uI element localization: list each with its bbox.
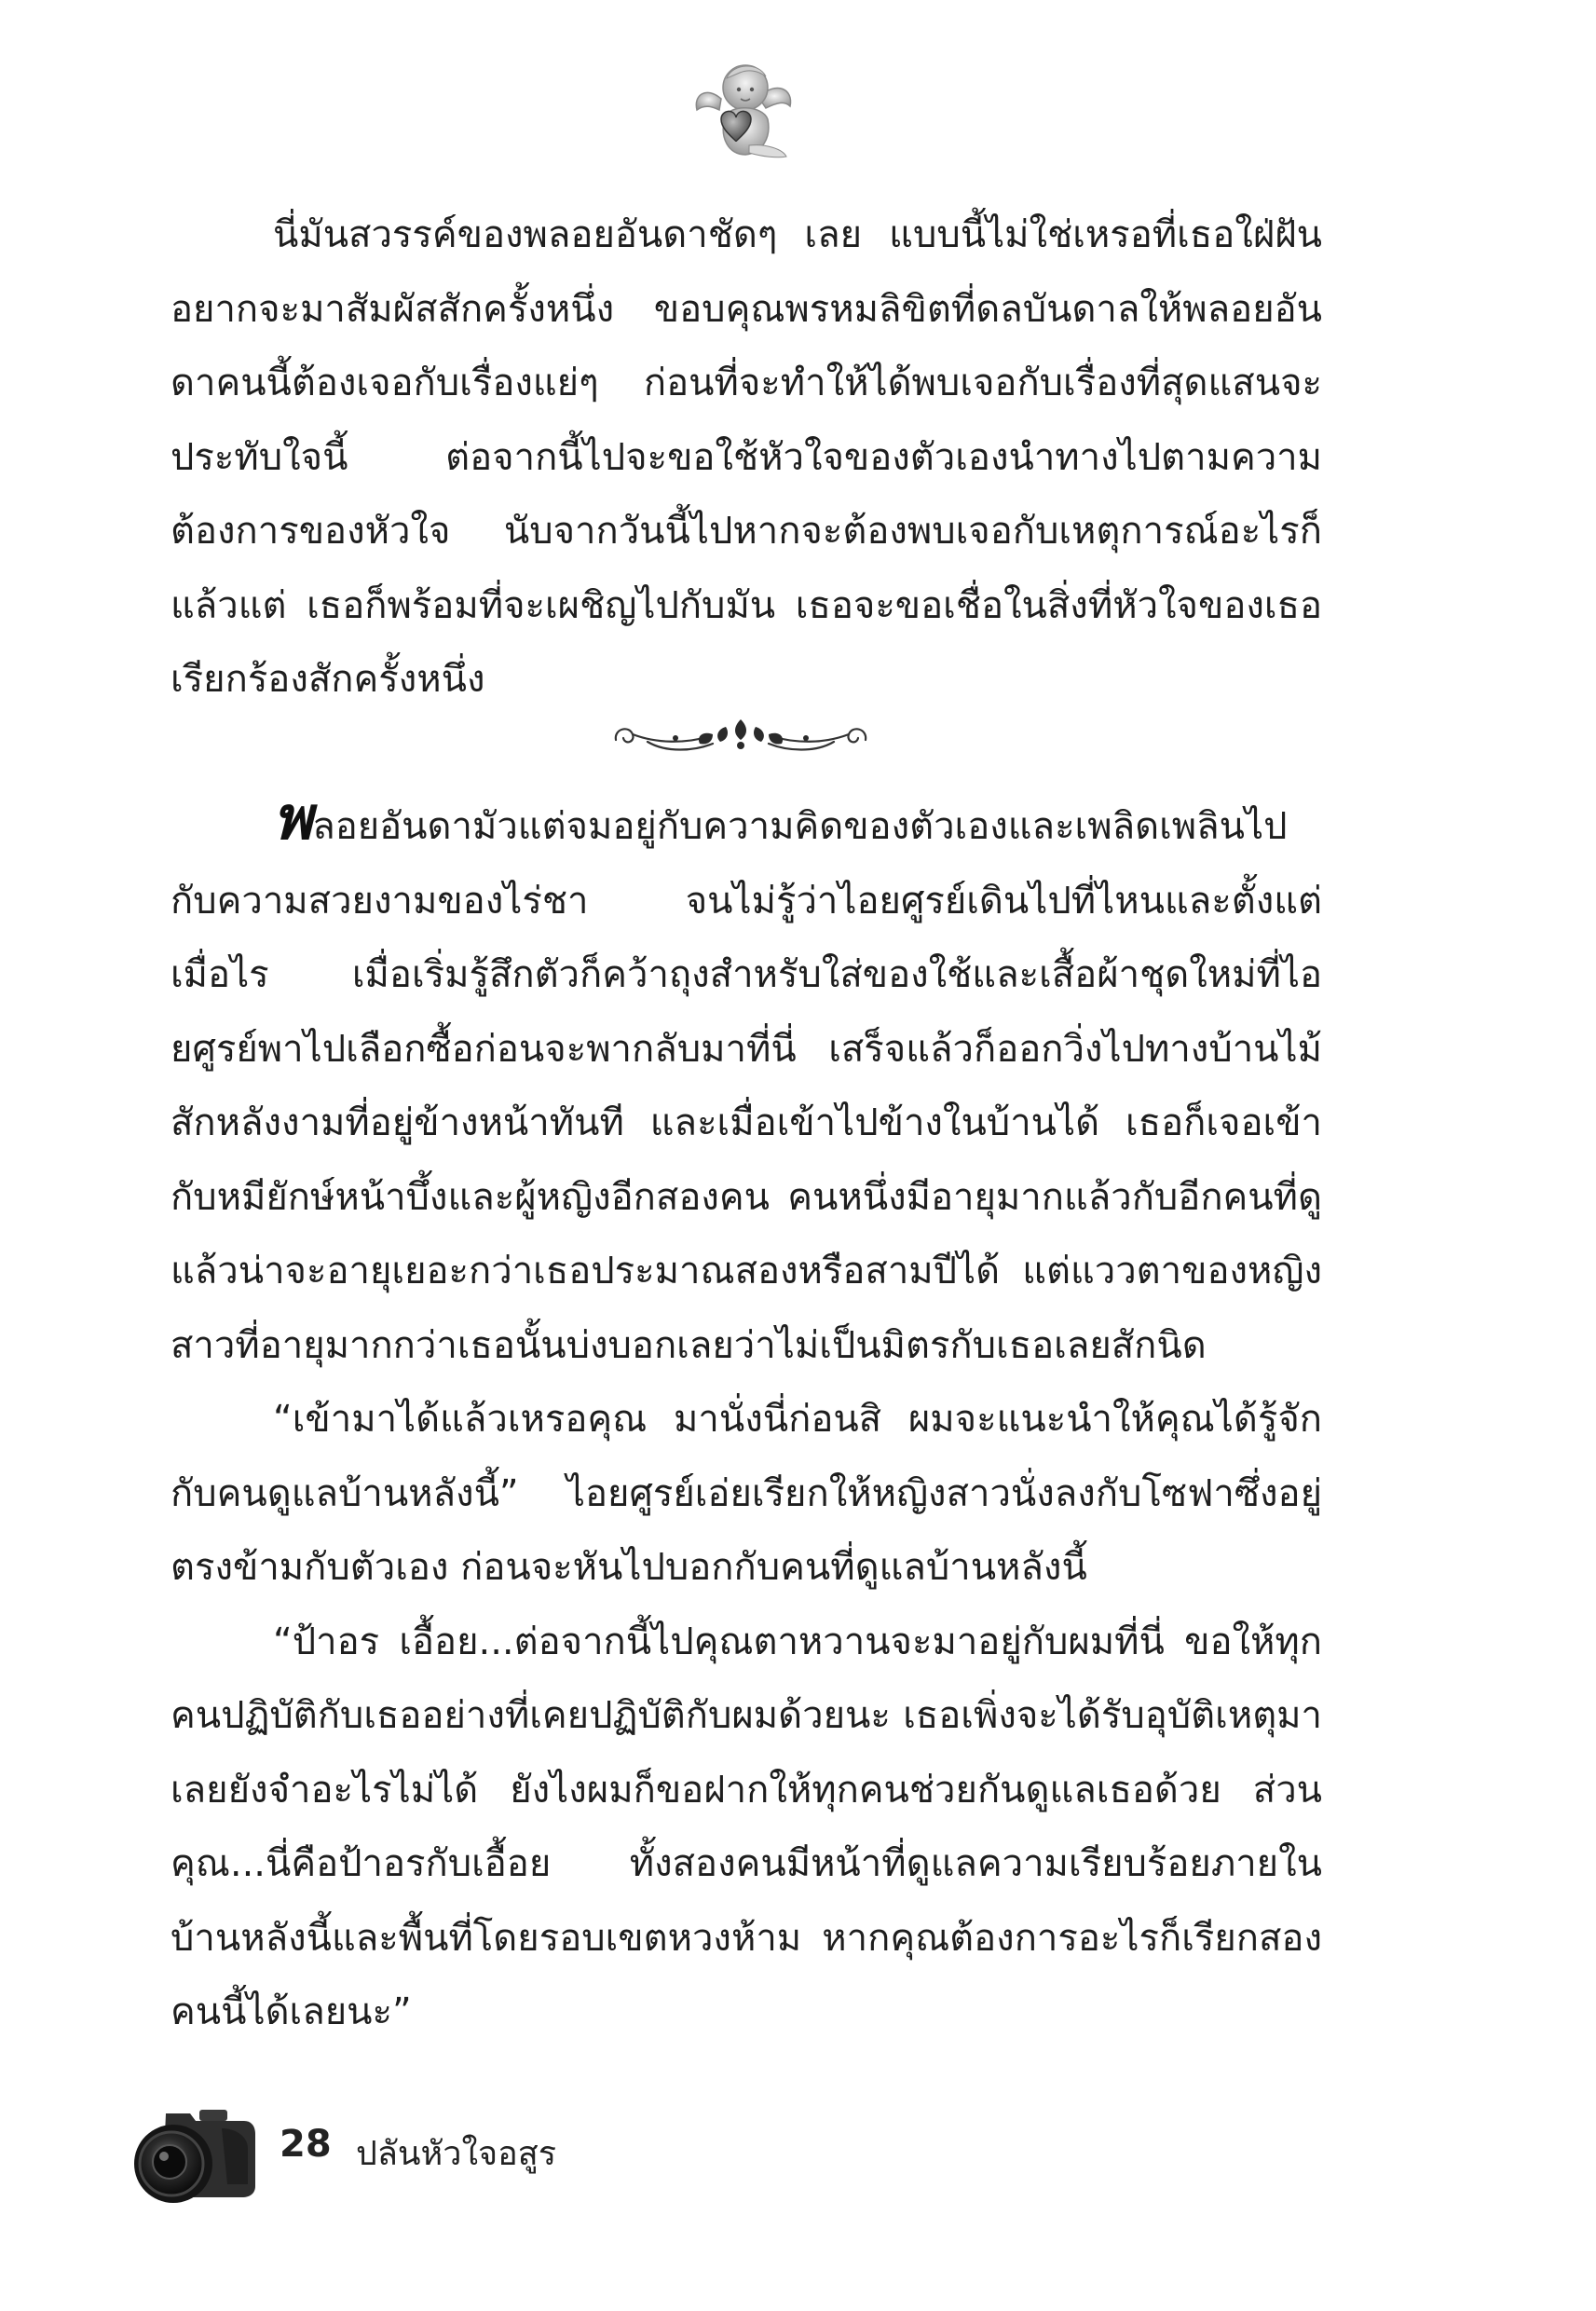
- main-text: [171, 784, 1322, 2050]
- paragraph-with-dropcap: [171, 784, 1322, 1383]
- paragraph: “ป้าอร เอื้อย...ต่อจากนี้ไปคุณตาหวานจะมาอยู่กับผมที่นี่ ขอให้ทุกคนปฏิบัติกับเธออย่างที่เคยปฏิบัติกับผมด้วยนะ เธอเพิ่งจะได้รับอุบัติเหตุมาเลยยังจำอะไรไม่ได้ ยังไงผมก็ขอฝากให้ทุกคนช่วยกันดูแลเธอด้วย ส่วนคุณ...นี่คือป้าอรกับเอื้อย ทั้งสองคนมีหน้าที่ดูแลความเรียบร้อยภายในบ้านหลังนี้และพื้นที่โดยรอบเขตหวงห้าม หากคุณต้องการอะไรก็เรียกสองคนนี้ได้เลยนะ”: [171, 1620, 1322, 2033]
- page-number: 28: [280, 2123, 332, 2166]
- opening-text: [171, 198, 1322, 718]
- paragraph: “เข้ามาได้แล้วเหรอคุณ มานั่งนี่ก่อนสิ ผมจะแนะนำให้คุณได้รู้จักกับคนดูแลบ้านหลังนี้” ไอยศูรย์เอ่ยเรียกให้หญิงสาวนั่งลงกับโซฟาซึ่งอยู่ตรงข้ามกับตัวเอง ก่อนจะหันไปบอกกับคนที่ดูแลบ้านหลังนี้: [171, 1398, 1322, 1589]
- paragraph-text: ลอยอันดามัวแต่จมอยู่กับความคิดของตัวเองและเพลิดเพลินไปกับความสวยงามของไร่ชา จนไม่รู้ว่าไอยศูรย์เดินไปที่ไหนและตั้งแต่เมื่อไร เมื่อเริ่มรู้สึกตัวก็คว้าถุงสำหรับใส่ของใช้และเสื้อผ้าชุดใหม่ที่ไอยศูรย์พาไปเลือกซื้อก่อนจะพากลับมาที่นี่ เสร็จแล้วก็ออกวิ่งไปทางบ้านไม้สักหลังงามที่อยู่ข้างหน้าทันที และเมื่อเข้าไปข้างในบ้านได้ เธอก็เจอเข้ากับหมียักษ์หน้าบึ้งและผู้หญิงอีกสองคน คนหนึ่งมีอายุมากแล้วกับอีกคนที่ดูแล้วน่าจะอายุเยอะกว่าเธอประมาณสองหรือสามปีได้ แต่แววตาของหญิงสาวที่อายุมากกว่าเธอนั้นบ่งบอกเลยว่าไม่เป็นมิตรกับเธอเลยสักนิด: [171, 805, 1322, 1367]
- cherub-with-heart-icon: [688, 52, 798, 164]
- floral-scroll-divider-icon: [610, 706, 871, 764]
- book-title: ปลันหัวใจอสูร: [356, 2135, 557, 2173]
- camera-icon: [125, 2100, 261, 2203]
- paragraph: นี่มันสวรรค์ของพลอยอันดาชัดๆ เลย แบบนี้ไม่ใช่เหรอที่เธอใฝ่ฝันอยากจะมาสัมผัสสักครั้งหนึ่ง ขอบคุณพรหมลิขิตที่ดลบันดาลให้พลอยอันดาคนนี้ต้องเจอกับเรื่องแย่ๆ ก่อนที่จะทำให้ได้พบเจอกับเรื่องที่สุดแสนจะประทับใจนี้ ต่อจากนี้ไปจะขอใช้หัวใจของตัวเองนำทางไปตามความต้องการของหัวใจ นับจากวันนี้ไปหากจะต้องพบเจอกับเหตุการณ์อะไรก็แล้วแต่ เธอก็พร้อมที่จะเผชิญไปกับมัน เธอจะขอเชื่อในสิ่งที่หัวใจของเธอเรียกร้องสักครั้งหนึ่ง: [171, 213, 1322, 701]
- drop-cap: พ: [273, 784, 313, 854]
